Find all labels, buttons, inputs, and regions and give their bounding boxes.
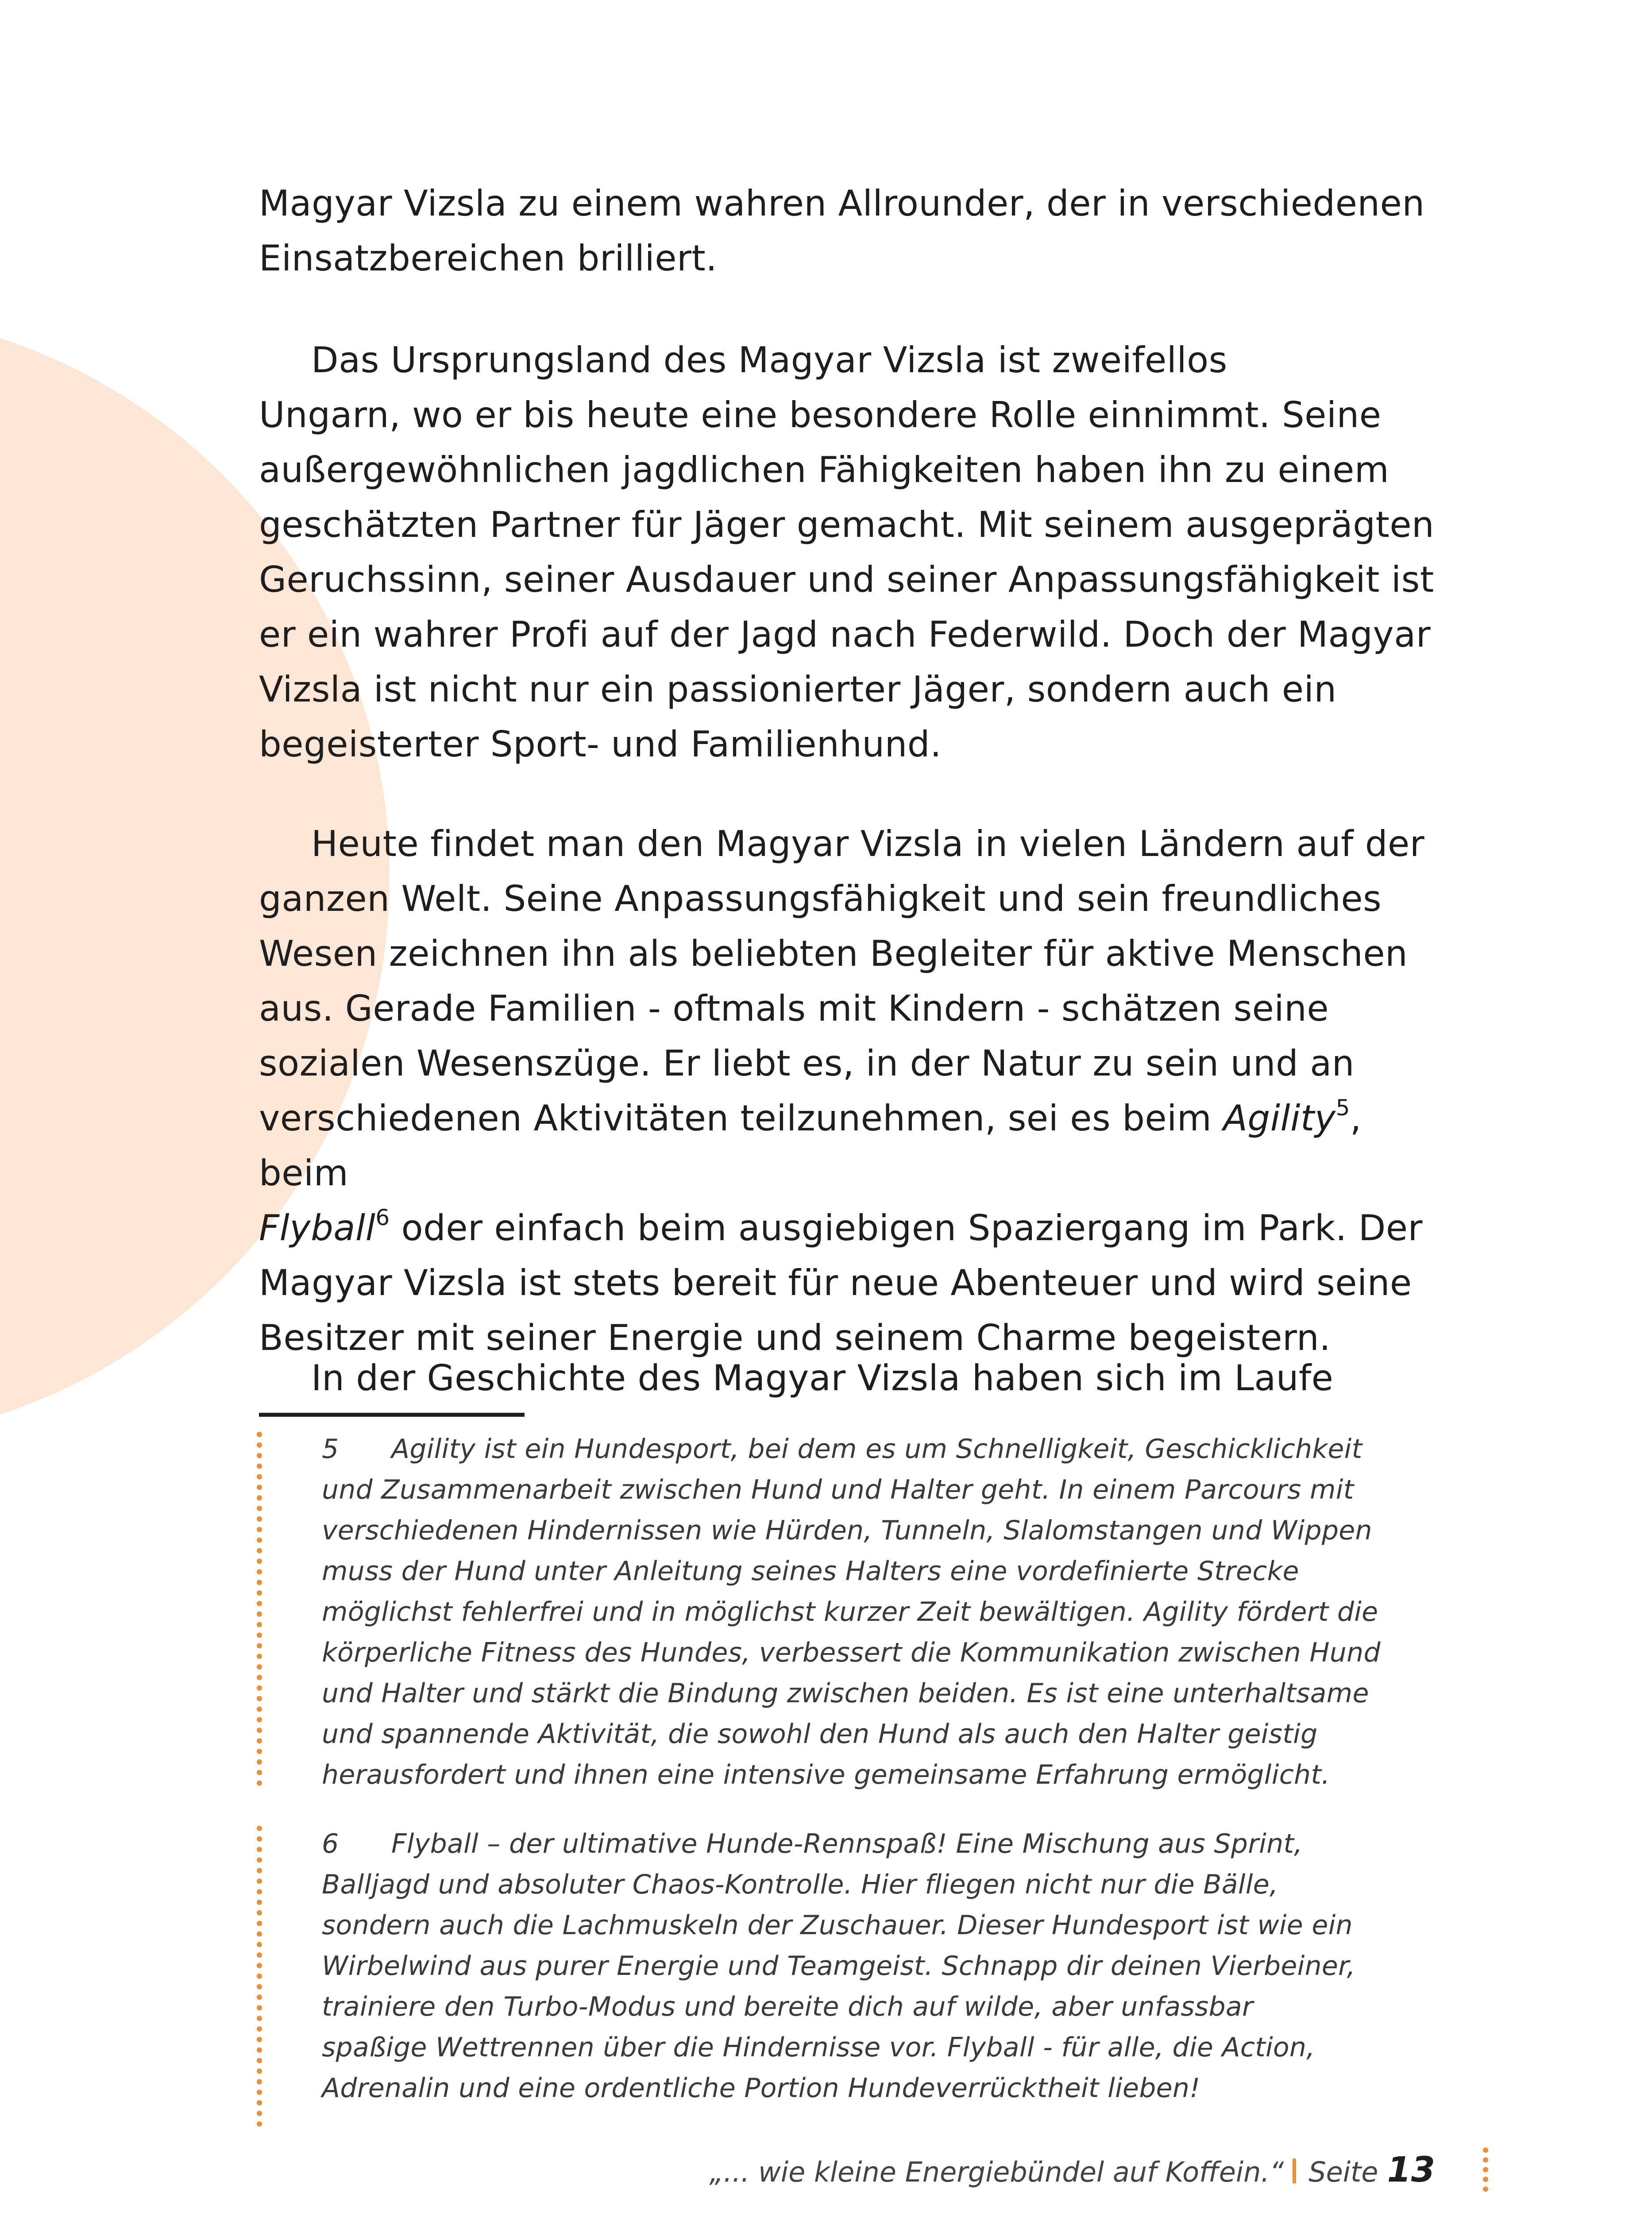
footnote-6 <box>322 1824 1384 2109</box>
footer-dotted-marker <box>1483 2147 1488 2192</box>
paragraph-4-text: In der Geschichte des Magyar Vizsla haben sich im Laufe <box>311 1357 1334 1399</box>
footnote-6-dotted-marker <box>257 1826 262 2127</box>
paragraph-1-text: Magyar Vizsla zu einem wahren Allrounder, der in verschiedenen Einsatzbereichen brilliert. <box>259 183 1425 279</box>
footnote-6-text <box>322 1824 1384 2109</box>
paragraph-2 <box>259 333 1454 772</box>
paragraph-3 <box>259 817 1454 1365</box>
page-footer <box>709 2150 1435 2190</box>
footnote-divider <box>259 1413 525 1417</box>
footnote-6-body: Flyball – der ultimative Hunde-Rennspaß! Eine Mischung aus Sprint, Balljagd und absoluter Chaos-Kontrolle. Hier fliegen nicht nur die Bälle, sondern auch die Lachmuskeln der Zuschauer. Dieser Hundesport ist wie ein Wirbelwind aus purer Energie und Teamgeist. Schnapp dir deinen Vierbeiner, trainiere den Turbo-Modus und bereite dich auf wilde, aber unfassbar spaßige Wettrennen über die Hindernisse vor. Flyball - für alle, die Action, Adrenalin und eine ordentliche Portion Hundeverrücktheit lieben! <box>322 1828 1355 2104</box>
paragraph-1 <box>259 176 1454 286</box>
paragraph-3-part-a: Heute findet man den Magyar Vizsla in vielen Ländern auf der ganzen Welt. Seine Anpassungsfähigkeit und sein freundliches Wesen zeichnen ihn als beliebten Begleiter für aktive Menschen aus. Gerade Familien - oftmals mit Kindern - schätzen seine sozialen Wesenszüge. Er liebt es, in der Natur zu sein und an verschiedenen Aktivitäten teilzunehmen, sei es beim <box>259 823 1425 1139</box>
flyball-term: Flyball <box>259 1207 376 1249</box>
footnote-6-number: 6 <box>322 1828 339 1859</box>
footnote-5-dotted-marker <box>257 1432 262 1786</box>
agility-term: Agility <box>1223 1098 1336 1139</box>
footnote-ref-6[interactable]: 6 <box>375 1205 390 1231</box>
footer-quote: „... wie kleine Energiebündel auf Koffein.“ <box>709 2156 1284 2188</box>
paragraph-3-part-b: , beim <box>259 1098 1362 1194</box>
footnote-5 <box>322 1429 1384 1795</box>
footnote-ref-5[interactable]: 5 <box>1335 1095 1350 1121</box>
paragraph-3-part-c: oder einfach beim ausgiebigen Spaziergang im Park. Der Magyar Vizsla ist stets bereit für neue Abenteuer und wird seine Besitzer mit seiner Energie und seinem Charme begeistern. <box>259 1207 1423 1358</box>
footnote-5-body: Agility ist ein Hundesport, bei dem es um Schnelligkeit, Geschicklichkeit und Zusammenarbeit zwischen Hund und Halter geht. In einem Parcours mit verschiedenen Hindernissen wie Hürden, Tunneln, Slalomstangen und Wippen muss der Hund unter Anleitung seines Halters eine vordefinierte Strecke möglichst fehlerfrei und in möglichst kurzer Zeit bewältigen. Agility fördert die körperliche Fitness des Hundes, verbessert die Kommunikation zwischen Hund und Halter und stärkt die Bindung zwischen beiden. Es ist eine unterhaltsame und spannende Aktivität, die sowohl den Hund als auch den Halter geistig herausfordert und ihnen eine intensive gemeinsame Erfahrung ermöglicht. <box>322 1434 1381 1790</box>
footer-page-number: 13 <box>1387 2150 1435 2190</box>
footer-page-label: Seite <box>1308 2156 1378 2188</box>
paragraph-2-text: Das Ursprungsland des Magyar Vizsla ist zweifellos Ungarn, wo er bis heute eine besondere Rolle einnimmt. Seine außergewöhnlichen jagdlichen Fähigkeiten haben ihn zu einem geschätzten Partner für Jäger gemacht. Mit seinem ausgeprägten Geruchssinn, seiner Ausdauer und seiner Anpassungsfähigkeit ist er ein wahrer Profi auf der Jagd nach Federwild. Doch der Magyar Vizsla ist nicht nur ein passionierter Jäger, sondern auch ein begeisterter Sport- und Familienhund. <box>259 339 1435 765</box>
footer-separator <box>1293 2159 1296 2183</box>
paragraph-3-text <box>259 817 1454 1365</box>
paragraph-4 <box>259 1351 1454 1406</box>
footnote-5-text <box>322 1429 1384 1795</box>
footnote-5-number: 5 <box>322 1434 339 1465</box>
